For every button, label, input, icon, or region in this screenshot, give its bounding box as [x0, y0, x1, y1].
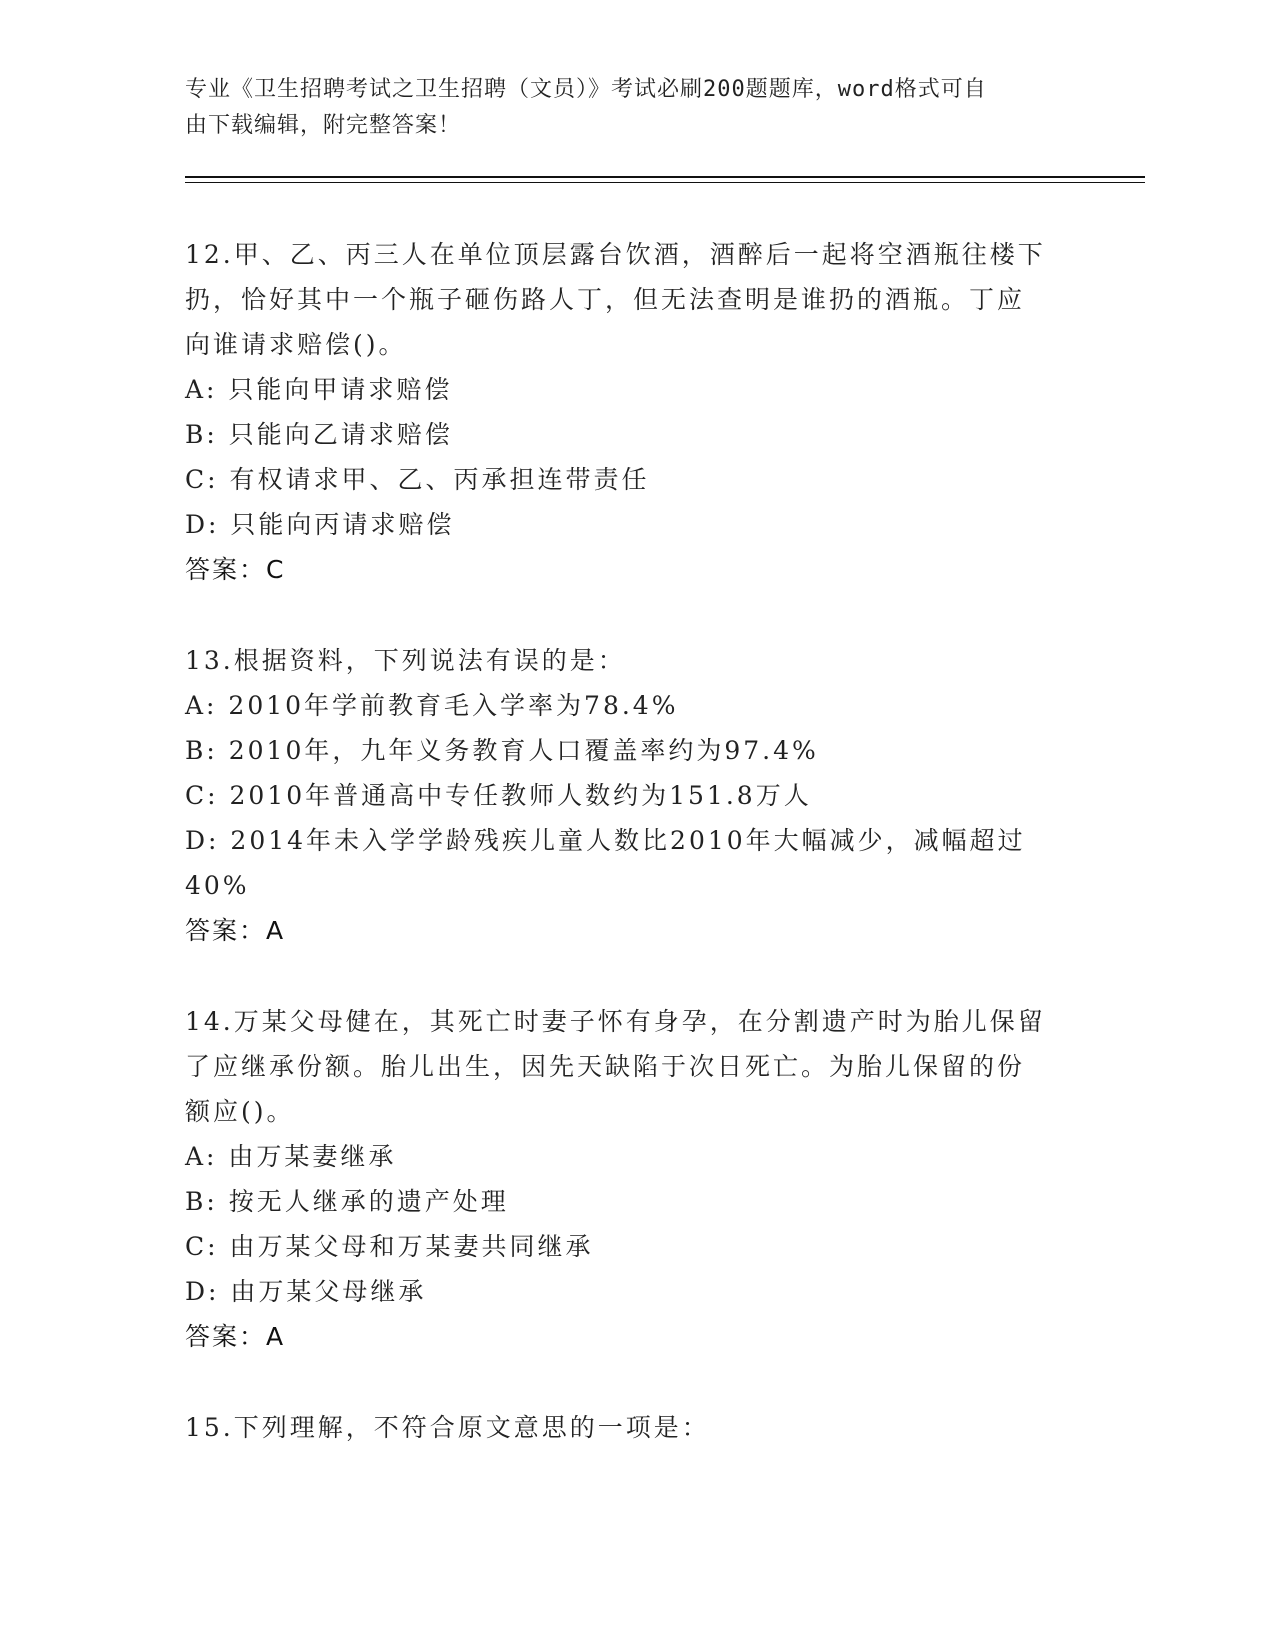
option-b: B: 2010年，九年义务教育人口覆盖率约为97.4%: [185, 736, 819, 765]
question-stem-line: 了应继承份额。胎儿出生，因先天缺陷于次日死亡。为胎儿保留的份: [185, 1052, 1026, 1081]
option-c: C: 有权请求甲、乙、丙承担连带责任: [185, 465, 650, 494]
question-stem-line: 13.根据资料，下列说法有误的是：: [185, 646, 626, 675]
option-d: D: 只能向丙请求赔偿: [185, 510, 455, 539]
answer-line: 答案：A: [185, 1322, 286, 1351]
question-stem-line: 向谁请求赔偿()。: [185, 330, 407, 359]
header-divider-bottom: [185, 182, 1145, 183]
question-stem-line: 额应()。: [185, 1097, 295, 1126]
question-list: [185, 232, 1065, 1495]
option-a: A: 2010年学前教育毛入学率为78.4%: [185, 691, 679, 720]
question-14: [185, 999, 1065, 1360]
option-b: B: 只能向乙请求赔偿: [185, 420, 453, 449]
header-divider-top: [185, 176, 1145, 178]
option-a: A: 只能向甲请求赔偿: [185, 375, 453, 404]
answer-line: 答案：A: [185, 916, 286, 945]
option-d: D: 由万某父母继承: [185, 1277, 427, 1306]
question-stem-line: 12.甲、乙、丙三人在单位顶层露台饮酒，酒醉后一起将空酒瓶往楼下: [185, 240, 1046, 269]
option-c: C: 由万某父母和万某妻共同继承: [185, 1232, 594, 1261]
header-line-1: 专业《卫生招聘考试之卫生招聘（文员）》考试必刷200题题库，word格式可自: [185, 77, 987, 102]
answer-line: 答案：C: [185, 555, 286, 584]
option-a: A: 由万某妻继承: [185, 1142, 397, 1171]
question-stem-line: 15.下列理解，不符合原文意思的一项是：: [185, 1413, 710, 1442]
question-13: [185, 638, 1065, 954]
question-12: [185, 232, 1065, 593]
option-d: D: 2014年未入学学龄残疾儿童人数比2010年大幅减少，减幅超过: [185, 826, 1026, 855]
question-15: [185, 1405, 1065, 1450]
document-header: [185, 72, 1065, 144]
option-c: C: 2010年普通高中专任教师人数约为151.8万人: [185, 781, 812, 810]
option-d-continuation: 40%: [185, 871, 250, 900]
question-stem-line: 扔，恰好其中一个瓶子砸伤路人丁，但无法查明是谁扔的酒瓶。丁应: [185, 285, 1026, 314]
option-b: B: 按无人继承的遗产处理: [185, 1187, 509, 1216]
question-stem-line: 14.万某父母健在，其死亡时妻子怀有身孕，在分割遗产时为胎儿保留: [185, 1007, 1046, 1036]
header-line-2: 由下载编辑，附完整答案！: [185, 113, 462, 138]
